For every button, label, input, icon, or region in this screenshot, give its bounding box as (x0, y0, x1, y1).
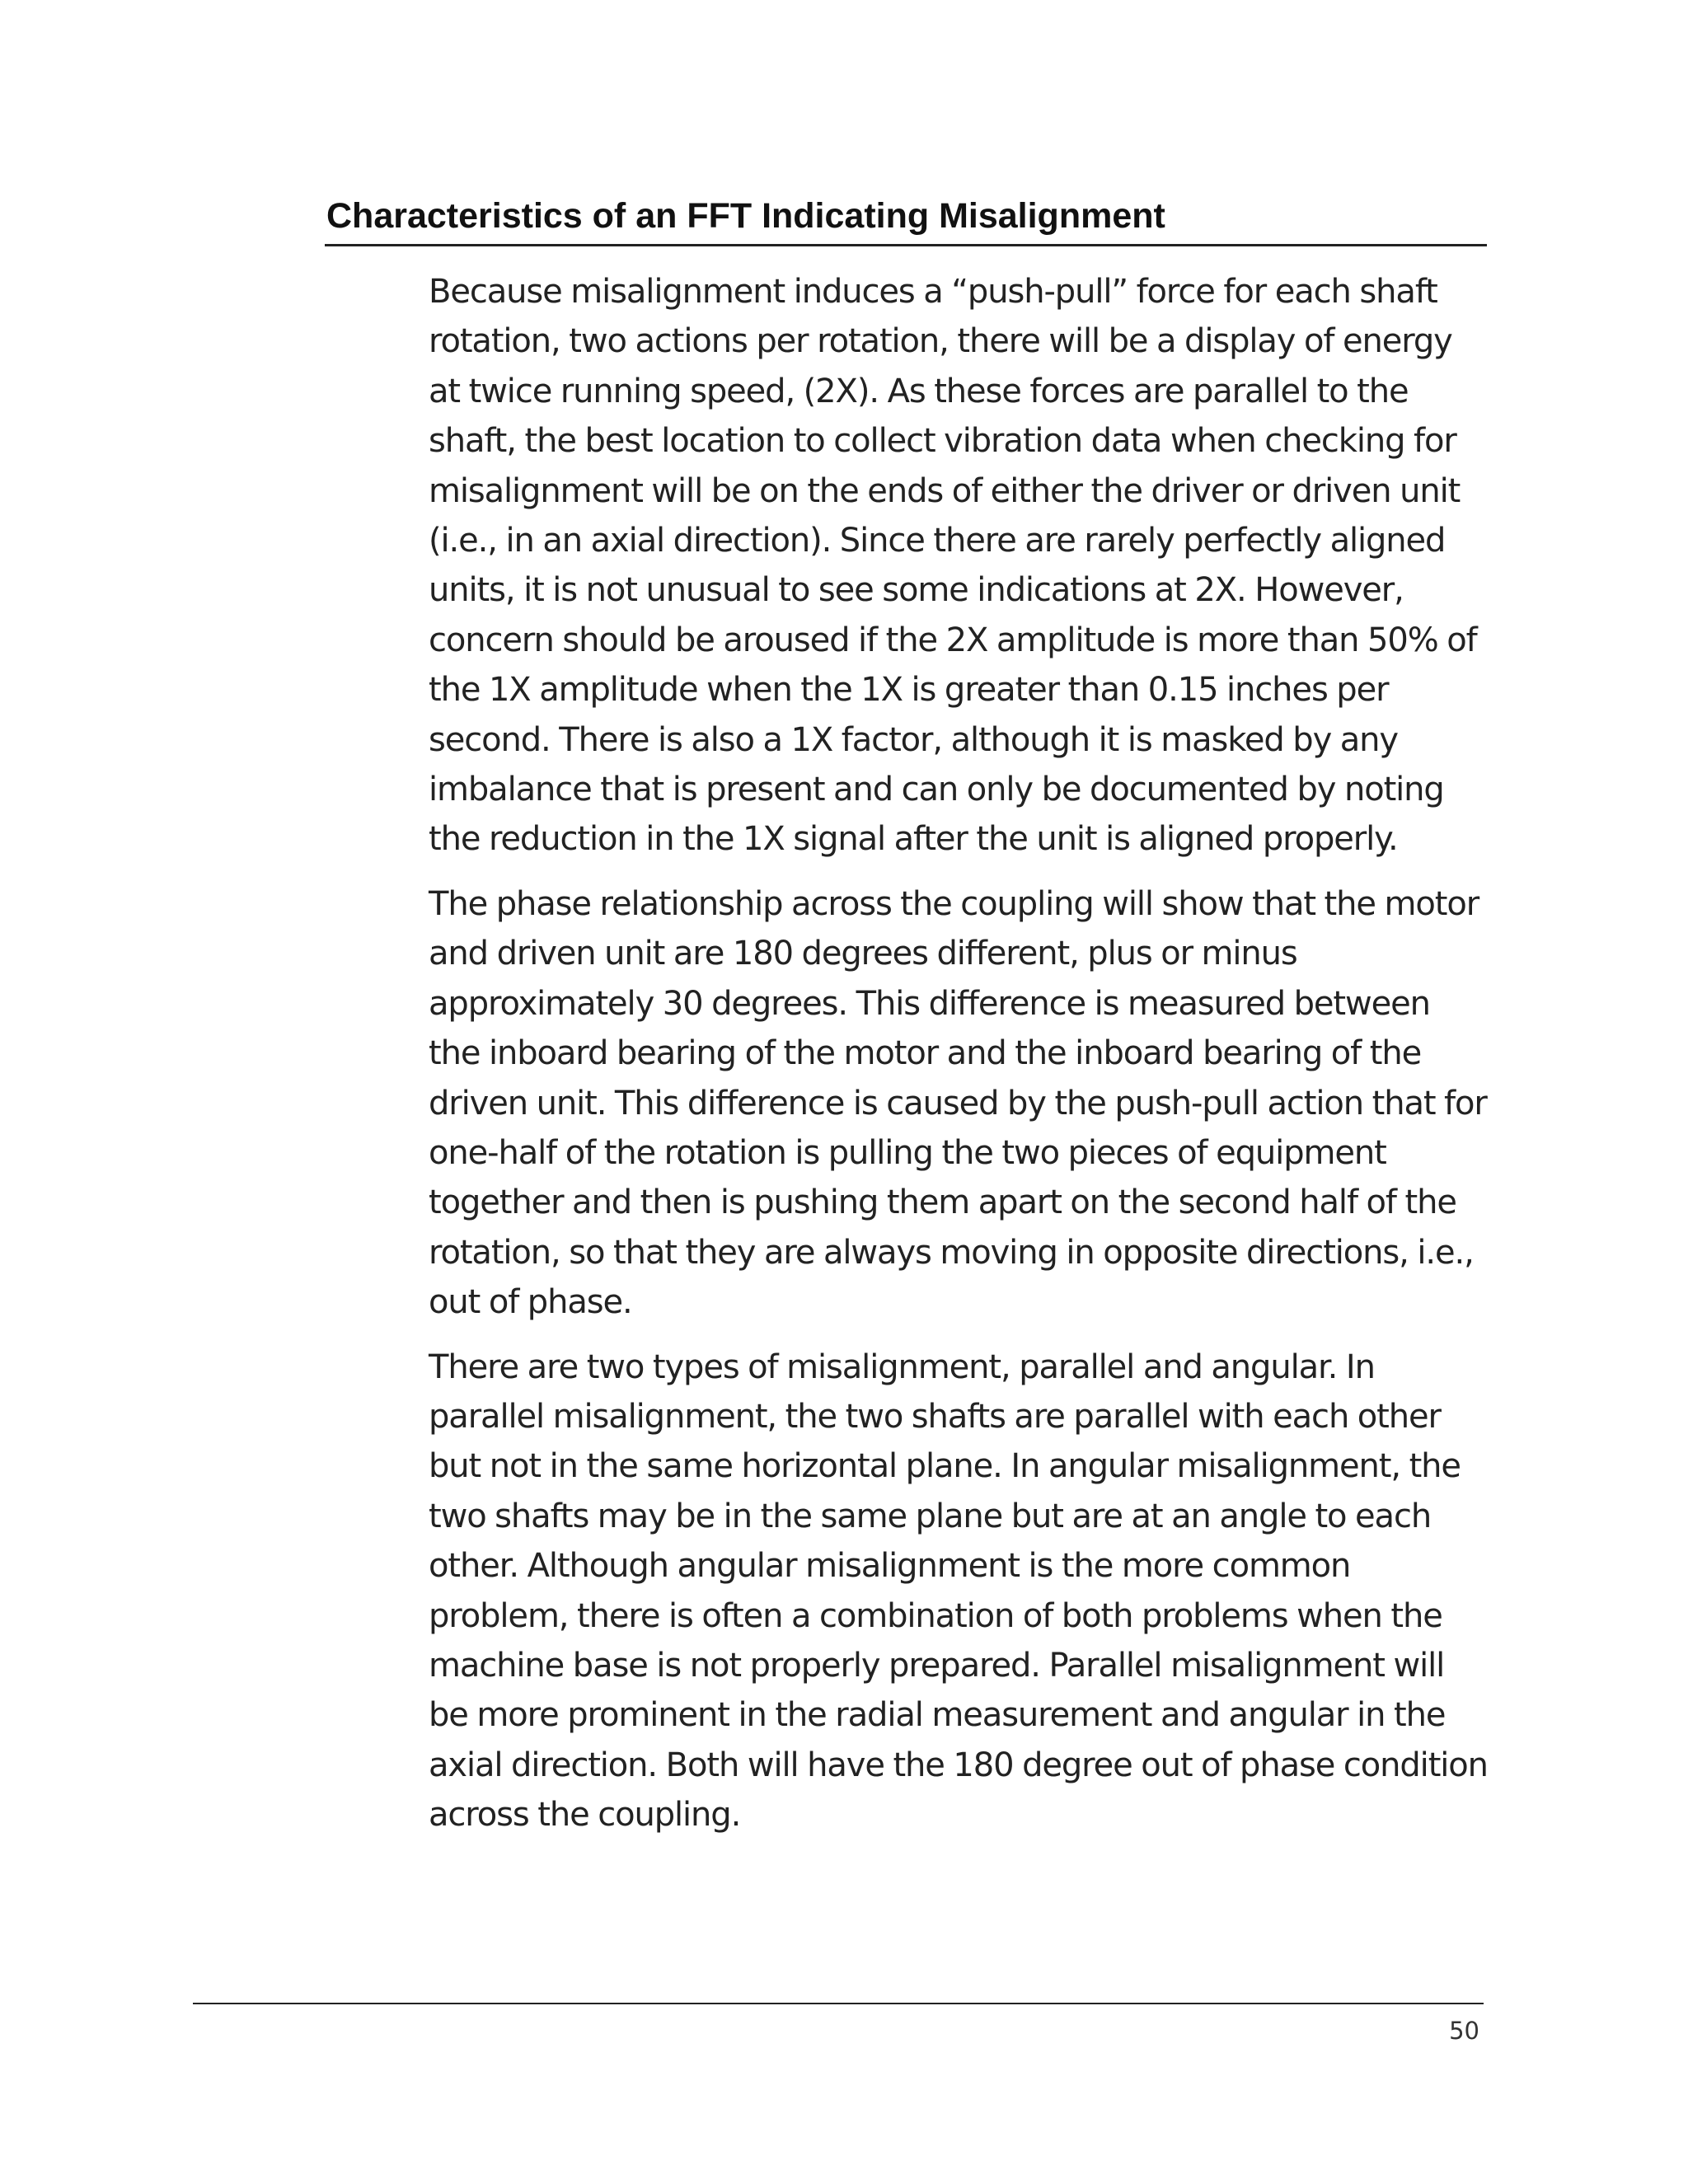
body-text (429, 267, 1488, 1855)
heading-divider (325, 244, 1487, 246)
page-number: 50 (1449, 2017, 1479, 2045)
paragraph-misalignment-2x: Because misalignment induces a “push-pull” force for each shaft rotation, two actions per rotation, there will be a display of energy at twice running speed, (2X). As these forces are parallel to the shaft, the best location to collect vibration data when checking for misalignment will be on the ends of either the driver or driven unit (i.e., in an axial direction). Since there are rarely perfectly aligned units, it is not unusual to see some indications at 2X. However, concern should be aroused if the 2X amplitude is more than 50% of the 1X amplitude when the 1X is greater than 0.15 inches per second. There is also a 1X factor, although it is masked by any imbalance that is present and can only be documented by noting the reduction in the 1X signal after the unit is aligned properly. (429, 273, 1477, 859)
section-heading: Characteristics of an FFT Indicating Misalignment (326, 196, 1165, 236)
paragraph-phase-relationship: The phase relationship across the coupling will show that the motor and driven unit are 180 degrees different, plus or minus approximately 30 degrees. This difference is measured between the inboard bearing of the motor and the inboard bearing of the driven unit. This difference is caused by the push-pull action that for one-half of the rotation is pulling the two pieces of equipment together and then is pushing them apart on the second half of the rotation, so that they are always moving in opposite directions, i.e., out of phase. (429, 884, 1487, 1322)
footer-divider (193, 2003, 1484, 2004)
paragraph-misalignment-types: There are two types of misalignment, parallel and angular. In parallel misalignment, the two shafts are parallel with each other but not in the same horizontal plane. In angular misalignment, the two shafts may be in the same plane but are at an angle to each other. Although angular misalignment is the more common problem, there is often a combination of both problems when the machine base is not properly prepared. Parallel misalignment will be more prominent in the radial measurement and angular in the axial direction. Both will have the 180 degree out of phase condition across the coupling. (429, 1347, 1488, 1835)
